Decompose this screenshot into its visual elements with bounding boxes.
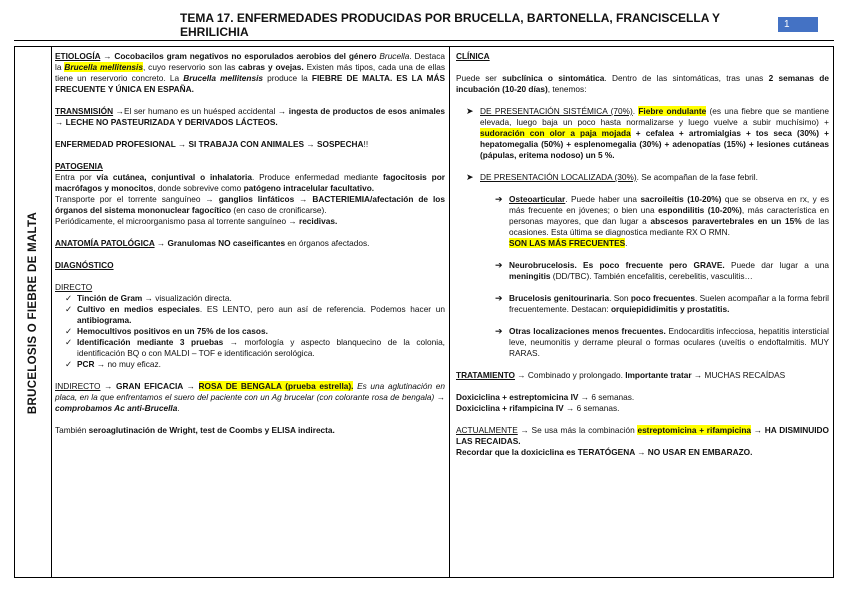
osteoarticular-item: ➔ Osteoarticular. Puede haber una sacroileítis (10-20%) que se observa en rx, y es más frecuente en jóvenes; o bien una espondilitis (10-20%), más característica en personas mayores, que dan lugar a abscesos paravertebrales en un 15% de las ocasiones. Esta última se diagnostica mediante RX O RMN. SON LAS MÁS FRECUENTES. — [495, 194, 830, 248]
genitourinaria-item: ➔ Brucelosis genitourinaria. Son poco frecuentes. Suelen acompañar a la forma febril frecuentemente. Destacan: orquiepididimitis y prostatitis. — [495, 293, 829, 314]
arrow-right-icon: ➔ — [495, 194, 503, 204]
transmision-paragraph: TRANSMISIÓN →El ser humano es un huésped accidental → ingesta de productos de esos animales → LECHE NO PASTEURIZADA Y DERIVADOS LÁCTEOS. — [55, 106, 445, 127]
transmision-heading: TRANSMISIÓN — [55, 106, 114, 116]
arrow-right-icon: ➔ — [495, 260, 503, 270]
side-label: BRUCELOSIS O FIEBRE DE MALTA — [27, 211, 39, 415]
directo-item-identificacion: ✓ Identificación mediante 3 pruebas → morfología y aspecto blanquecino de la colonia, identificación BQ o con MALDI – TOF e identificación serológica. — [55, 337, 445, 359]
regimen-2: Doxiciclina + rifampicina IV → 6 semanas. — [456, 403, 620, 413]
arrow-bullet-icon: ➤ — [466, 172, 474, 182]
actualmente-paragraph: ACTUALMENTE → Se usa más la combinación estreptomicina + rifampicina → HA DISMINUIDO LAS RECAIDAS. — [456, 425, 829, 446]
anatomia-paragraph: ANATOMÍA PATOLÓGICA → Granulomas NO caseificantes en órganos afectados. — [55, 238, 370, 248]
patogenia-paragraph-2: Transporte por el torrente sanguíneo → ganglios linfáticos → BACTERIEMIA/afectación de los órganos del sistema mononuclear fagocítico (en caso de cronificarse). — [55, 194, 445, 215]
presentacion-sistemica: ➤ DE PRESENTACIÓN SISTÉMICA (70%). Fiebre ondulante (es una fiebre que se mantiene elevada, luego baja un poco hasta normalizarse y luego vuelve a subir muchísimo) + sudoración con olor a paja mojada + cefalea + artromialgias + tos seca (30%) + hepatomegalia (50%) + esplenomegalia (30%) + adenopatías (15%) + lesiones cutáneas (pápulas, eritema nodoso) un 5 %. — [466, 106, 829, 160]
presentacion-localizada: ➤ DE PRESENTACIÓN LOCALIZADA (30%). Se acompañan de la fase febril. — [466, 172, 758, 182]
clinica-intro: Puede ser subclínica o sintomática. Dentro de las sintomáticas, tras unas 2 semanas de incubación (10-20 días), tenemos: — [456, 73, 829, 94]
directo-item-gram: ✓ Tinción de Gram → visualización directa. — [55, 293, 445, 304]
directo-item-cultivo: ✓ Cultivo en medios especiales. ES LENTO, pero aun así de referencia. Podemos hacer un antibiograma. — [55, 304, 445, 326]
actualmente-heading: ACTUALMENTE — [456, 425, 518, 435]
indirecto-paragraph: INDIRECTO → GRAN EFICACIA → ROSA DE BENGALA (prueba estrella). Es una aglutinación en placa, en la que enfrentamos el suero del paciente con un Ag brucelar (con colorante rosa de bengala) → comprobamos Ac anti-Brucella. — [55, 381, 445, 413]
page-header-title: TEMA 17. ENFERMEDADES PRODUCIDAS POR BRUCELLA, BARTONELLA, FRANCISCELLA Y EHRILICHIA — [180, 11, 720, 39]
patogenia-paragraph-3: Periódicamente, el microorganismo pasa al torrente sanguíneo → recidivas. — [55, 216, 338, 226]
side-label-cell — [15, 47, 52, 577]
diagnostico-heading: DIAGNÓSTICO — [55, 260, 114, 270]
arrow-right-icon: ➔ — [495, 326, 503, 336]
directo-item-hemocultivos: ✓ Hemocultivos positivos en un 75% de los casos. — [55, 326, 445, 337]
etiologia-paragraph: ETIOLOGÍA → Cocobacilos gram negativos no esporulados aerobios del género Brucella. Destaca la Brucella mellitensis, cuyo reservorio son las cabras y ovejas. Existen más tipos, cada una de ellas tiene un reservorio concreto. La Brucella mellitensis produce la FIEBRE DE MALTA. ES LA MÁS FRECUENTE Y ÚNICA EN ESPAÑA. — [55, 51, 445, 94]
otras-localizaciones-item: ➔ Otras localizaciones menos frecuentes. Endocarditis infecciosa, hepatitis intersticial leve, neumonitis y derrame pleural o formas oculares (uveítis o endoftalmitis. MUY RARAS. — [495, 326, 830, 358]
tratamiento-paragraph: TRATAMIENTO → Combinado y prolongado. Importante tratar → MUCHAS RECAÍDAS — [456, 370, 786, 380]
etiologia-heading: ETIOLOGÍA — [55, 51, 101, 61]
clinica-heading: CLÍNICA — [456, 51, 490, 61]
enfermedad-profesional: ENFERMEDAD PROFESIONAL → SI TRABAJA CON ANIMALES → SOSPECHA!! — [55, 139, 369, 149]
header-rule — [14, 40, 834, 41]
arrow-right-icon: ➔ — [495, 293, 503, 303]
patogenia-paragraph-1: Entra por vía cutánea, conjuntival o inhalatoria. Produce enfermedad mediante fagocitosis por macrófagos y monocitos, donde sobrevive como patógeno intracelular facultativo. — [55, 172, 445, 193]
regimen-1: Doxiciclina + estreptomicina IV → 6 semanas. — [456, 392, 635, 402]
neurobrucelosis-item: ➔ Neurobrucelosis. Es poco frecuente pero GRAVE. Puede dar lugar a una meningitis (DD/TBC). También encefalitis, cerebelitis, vasculitis… — [495, 260, 829, 281]
arrow-bullet-icon: ➤ — [466, 106, 474, 116]
tambien-paragraph: También seroaglutinación de Wright, test de Coombs y ELISA indirecta. — [55, 425, 335, 435]
left-column — [52, 47, 450, 577]
anatomia-heading: ANATOMÍA PATOLÓGICA — [55, 238, 155, 248]
content-table — [14, 46, 834, 578]
patogenia-heading: PATOGENIA — [55, 161, 103, 171]
teratogena-warning: Recordar que la doxiciclina es TERATÓGENA → NO USAR EN EMBARAZO. — [456, 447, 753, 457]
indirecto-heading: INDIRECTO — [55, 381, 101, 391]
right-column — [451, 47, 833, 577]
directo-heading: DIRECTO — [55, 282, 93, 292]
directo-item-pcr: ✓ PCR → no muy eficaz. — [55, 359, 445, 370]
page-number-badge: 1 — [778, 17, 818, 32]
tratamiento-heading: TRATAMIENTO — [456, 370, 515, 380]
